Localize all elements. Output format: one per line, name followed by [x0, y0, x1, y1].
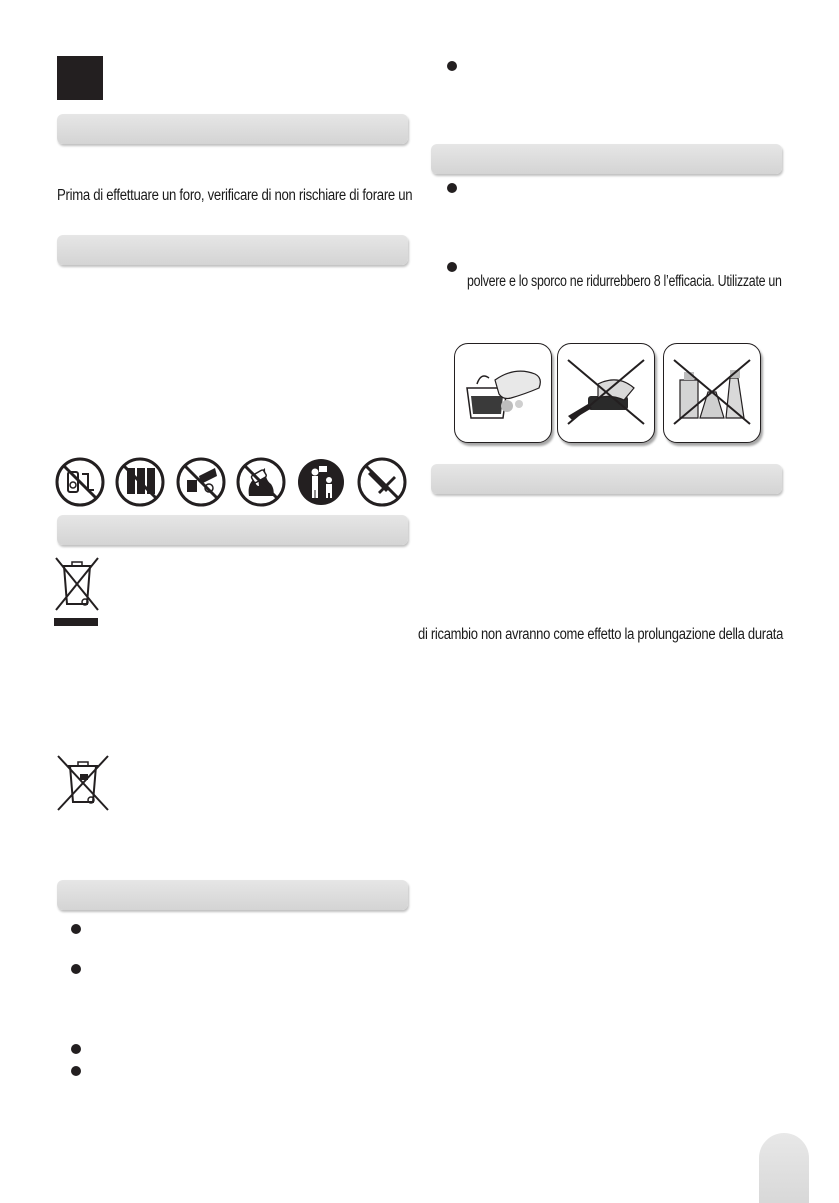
bullet-marker — [71, 964, 81, 974]
weee-bin-icon — [52, 556, 102, 628]
no-brush-icon — [558, 344, 654, 442]
bullet-marker — [71, 924, 81, 934]
bullet-marker — [447, 61, 457, 71]
filter-cleaning-text: polvere e lo sporco ne ridurrebbero 8 l’efficacia. Utilizzate un — [467, 273, 782, 290]
section-heading-installation — [57, 114, 408, 144]
no-tools-icon — [359, 459, 405, 505]
no-detergent-panel — [663, 343, 761, 443]
no-detergent-icon — [664, 344, 760, 442]
page-number-tab — [759, 1133, 809, 1203]
bullet-marker — [71, 1044, 81, 1054]
drill-warning-text: Prima di effettuare un foro, verificare di non rischiare di forare un — [57, 187, 413, 204]
bullet-marker — [447, 262, 457, 272]
bullet-marker — [71, 1066, 81, 1076]
no-crush-battery-icon — [178, 459, 224, 505]
no-fire-icon — [238, 459, 284, 505]
no-brush-panel — [557, 343, 655, 443]
wash-filter-icon — [455, 344, 551, 442]
spare-parts-text: di ricambio non avranno come effetto la prolungazione della durata — [418, 626, 784, 643]
no-disassemble-icon — [57, 459, 103, 505]
section-heading-cleaning — [431, 144, 782, 174]
language-marker — [57, 56, 103, 100]
wash-filter-panel — [454, 343, 552, 443]
safety-icons-row — [55, 456, 409, 508]
section-heading-safety — [57, 235, 408, 265]
battery-bin-icon — [54, 754, 112, 812]
section-heading-warranty — [431, 464, 782, 494]
keep-away-children-icon — [298, 459, 344, 505]
section-heading-maintenance — [57, 880, 408, 910]
section-heading-disposal — [57, 515, 408, 545]
no-battery-short-icon — [117, 459, 163, 505]
bullet-marker — [447, 183, 457, 193]
